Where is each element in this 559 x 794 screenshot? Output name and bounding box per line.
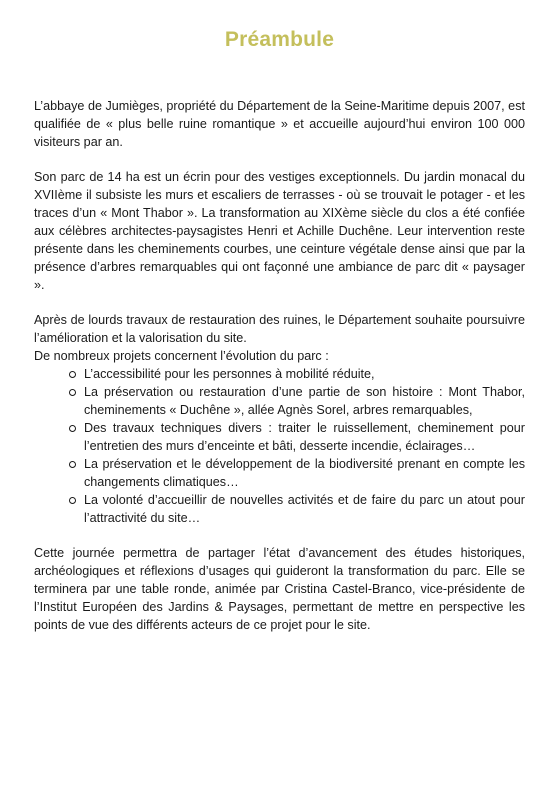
paragraph-projects-intro: De nombreux projets concernent l’évolution du parc : — [34, 349, 329, 363]
list-item: La préservation ou restauration d’une partie de son histoire : Mont Thabor, cheminements « Duchêne », allée Agnès Sorel, arbres remarquables, — [84, 385, 525, 417]
paragraph-spacer — [34, 294, 525, 311]
document-body — [34, 97, 525, 634]
list-item: Des travaux techniques divers : traiter le ruissellement, cheminement pour l’entretien des murs d’enceinte et bâti, desserte incendie, éclairages… — [84, 421, 525, 453]
paragraph-spacer — [34, 151, 525, 168]
projects-list — [34, 365, 525, 527]
paragraph-works: Après de lourds travaux de restauration des ruines, le Département souhaite poursuivre l’amélioration et la valorisation du site. — [34, 313, 525, 345]
list-item: La préservation et le développement de la biodiversité prenant en compte les changements climatiques… — [84, 457, 525, 489]
page-title: Préambule — [224, 28, 335, 51]
paragraph-park: Son parc de 14 ha est un écrin pour des vestiges exceptionnels. Du jardin monacal du XVIIème il subsiste les murs et escaliers de terrasses - où se trouvait le potager - et les traces d’un « Mont Thabor ». La transformation au XIXème siècle du clos a été confiée aux célèbres architectes-paysagistes Henri et Achille Duchêne. Leur intervention reste présente dans les cheminements courbes, une ceinture végétale dense ainsi que par la présence d’arbres remarquables qui ont façonné une ambiance de parc dit « paysager ». — [34, 170, 525, 292]
list-item: La volonté d’accueillir de nouvelles activités et de faire du parc un atout pour l’attractivité du site… — [84, 493, 525, 525]
paragraph-spacer — [34, 527, 525, 544]
paragraph-intro: L’abbaye de Jumièges, propriété du Département de la Seine-Maritime depuis 2007, est qualifiée de « plus belle ruine romantique » et accueille aujourd’hui environ 100 000 visiteurs par an. — [34, 99, 525, 149]
list-item: L’accessibilité pour les personnes à mobilité réduite, — [84, 365, 525, 383]
paragraph-closing: Cette journée permettra de partager l’état d’avancement des études historiques, archéologiques et réflexions d’usages qui guideront la transformation du parc. Elle se terminera par une table ronde, animée par Cristina Castel-Branco, vice-présidente de l’Institut Européen des Jardins & Paysages, permettant de mettre en perspective les points de vue des différents acteurs de ce projet pour le site. — [34, 546, 525, 632]
